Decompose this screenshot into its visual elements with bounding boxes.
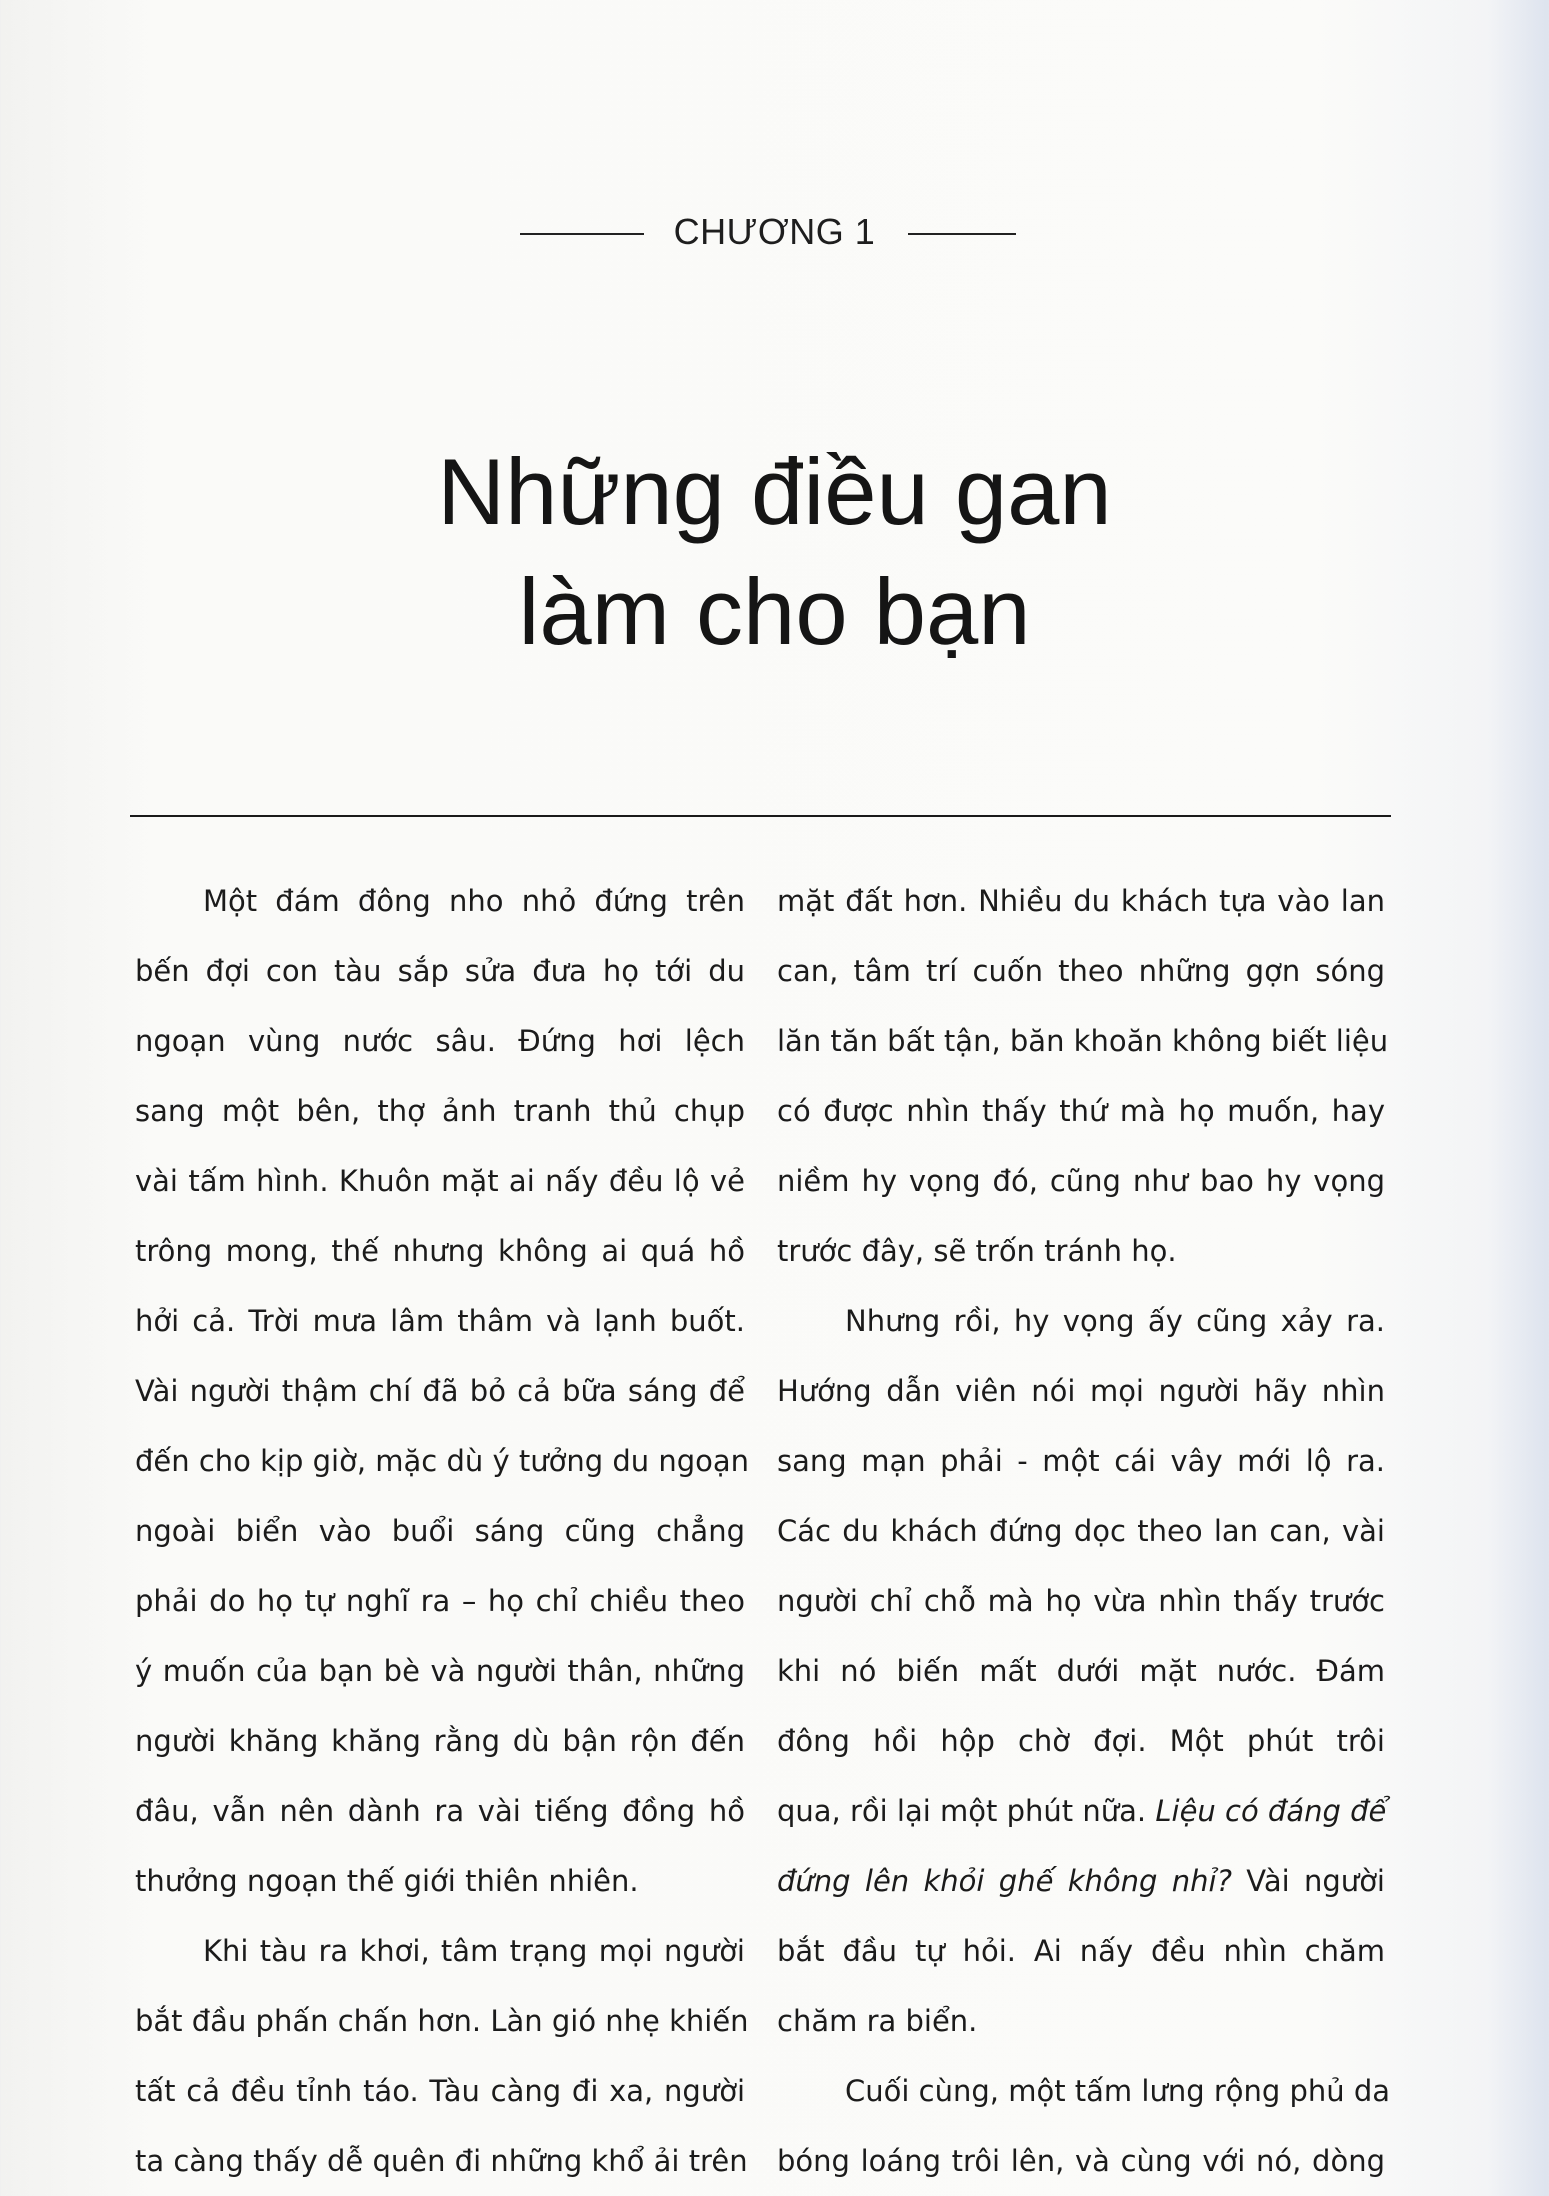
text-line [135, 936, 745, 1006]
line-text: Nhưng rồi, hy vọng ấy cũng xảy ra. [845, 1304, 1385, 1338]
text-line [135, 2056, 745, 2126]
text-line [777, 1986, 1385, 2056]
line-text: qua, rồi lại một phút nữa. [777, 1794, 1156, 1828]
body-column-left [135, 866, 750, 2196]
line-text: lăn tăn bất tận, băn khoăn không biết liệu [777, 1024, 1389, 1058]
line-text: người khăng khăng rằng dù bận rộn đến [135, 1724, 745, 1758]
line-text: Các du khách đứng dọc theo lan can, vài [777, 1514, 1385, 1548]
line-text: bến đợi con tàu sắp sửa đưa họ tới du [135, 954, 745, 988]
line-text: sang một bên, thợ ảnh tranh thủ chụp [135, 1094, 745, 1128]
text-line [777, 1216, 1385, 1286]
text-line [135, 1706, 745, 1776]
text-line [135, 1496, 745, 1566]
chapter-label: CHƯƠNG 1 [673, 211, 876, 252]
line-text: đâu, vẫn nên dành ra vài tiếng đồng hồ [135, 1794, 745, 1828]
text-line [777, 866, 1385, 936]
chapter-title [0, 432, 1549, 672]
line-text: Vài người thậm chí đã bỏ cả bữa sáng để [135, 1374, 745, 1408]
line-text: Hướng dẫn viên nói mọi người hãy nhìn [777, 1374, 1385, 1408]
text-line [777, 936, 1385, 1006]
text-line [135, 1216, 745, 1286]
line-text: bắt đầu tự hỏi. Ai nấy đều nhìn chăm [777, 1934, 1385, 1968]
italic-text: đứng lên khỏi ghế không nhỉ? [777, 1864, 1232, 1898]
text-line [777, 1356, 1385, 1426]
line-text: ý muốn của bạn bè và người thân, những [135, 1654, 745, 1688]
chapter-rule-right [908, 233, 1016, 235]
line-text: đến cho kịp giờ, mặc dù ý tưởng du ngoạn [135, 1444, 750, 1478]
line-text: Vài người [1231, 1864, 1385, 1898]
line-text: bắt đầu phấn chấn hơn. Làn gió nhẹ khiến [135, 2004, 749, 2038]
line-text: vài tấm hình. Khuôn mặt ai nấy đều lộ vẻ [135, 1164, 745, 1198]
text-line [135, 1426, 750, 1496]
italic-text: Liệu có đáng để [1155, 1794, 1387, 1828]
line-text: sang mạn phải - một cái vây mới lộ ra. [777, 1444, 1385, 1478]
text-line [777, 1706, 1385, 1776]
text-line [777, 1006, 1389, 1076]
line-text: chăm ra biển. [777, 2004, 978, 2038]
chapter-title-line: Những điều gan [437, 439, 1112, 544]
line-text: ta càng thấy dễ quên đi những khổ ải trên [135, 2144, 748, 2178]
chapter-title-line: làm cho bạn [518, 559, 1031, 664]
text-line [777, 1846, 1385, 1916]
text-line [777, 1146, 1385, 1216]
text-line [135, 1916, 745, 1986]
text-line [135, 1076, 745, 1146]
text-line [777, 1286, 1385, 1356]
text-line [135, 1636, 745, 1706]
text-line [777, 1916, 1385, 1986]
line-text: phải do họ tự nghĩ ra – họ chỉ chiều theo [135, 1584, 745, 1618]
text-line [135, 1286, 745, 1356]
text-line [135, 1986, 749, 2056]
line-text: người chỉ chỗ mà họ vừa nhìn thấy trước [777, 1584, 1385, 1618]
line-text: Khi tàu ra khơi, tâm trạng mọi người [203, 1934, 745, 1968]
text-line [135, 2126, 748, 2196]
text-line [135, 1846, 745, 1916]
text-line [135, 1356, 745, 1426]
section-divider [130, 815, 1391, 817]
text-line [135, 1006, 745, 1076]
line-text: mặt đất hơn. Nhiều du khách tựa vào lan [777, 884, 1385, 918]
body-column-right [777, 866, 1391, 2196]
text-line [135, 866, 745, 936]
text-line [777, 1776, 1385, 1846]
text-line [777, 2056, 1391, 2126]
line-text: bóng loáng trôi lên, và cùng với nó, dòng [777, 2144, 1385, 2178]
line-text: tất cả đều tỉnh táo. Tàu càng đi xa, người [135, 2074, 745, 2108]
text-line [135, 1146, 745, 1216]
line-text: ngoạn vùng nước sâu. Đứng hơi lệch [135, 1024, 745, 1058]
line-text: can, tâm trí cuốn theo những gợn sóng [777, 954, 1385, 988]
text-line [135, 1776, 745, 1846]
text-line [777, 1076, 1385, 1146]
line-text: Cuối cùng, một tấm lưng rộng phủ da [845, 2074, 1391, 2108]
text-line [777, 1566, 1385, 1636]
line-text: có được nhìn thấy thứ mà họ muốn, hay [777, 1094, 1385, 1128]
line-text: hởi cả. Trời mưa lâm thâm và lạnh buốt. [135, 1304, 745, 1338]
line-text: thưởng ngoạn thế giới thiên nhiên. [135, 1864, 639, 1898]
line-text: niềm hy vọng đó, cũng như bao hy vọng [777, 1164, 1385, 1198]
line-text: đông hồi hộp chờ đợi. Một phút trôi [777, 1724, 1385, 1758]
text-line [777, 1496, 1385, 1566]
line-text: ngoài biển vào buổi sáng cũng chẳng [135, 1514, 745, 1548]
text-line [777, 2126, 1385, 2196]
line-text: trước đây, sẽ trốn tránh họ. [777, 1234, 1177, 1268]
text-line [777, 1426, 1385, 1496]
text-line [777, 1636, 1385, 1706]
line-text: trông mong, thế nhưng không ai quá hồ [135, 1234, 745, 1268]
text-line [135, 1566, 745, 1636]
line-text: Một đám đông nho nhỏ đứng trên [203, 884, 745, 918]
line-text: khi nó biến mất dưới mặt nước. Đám [777, 1654, 1385, 1688]
